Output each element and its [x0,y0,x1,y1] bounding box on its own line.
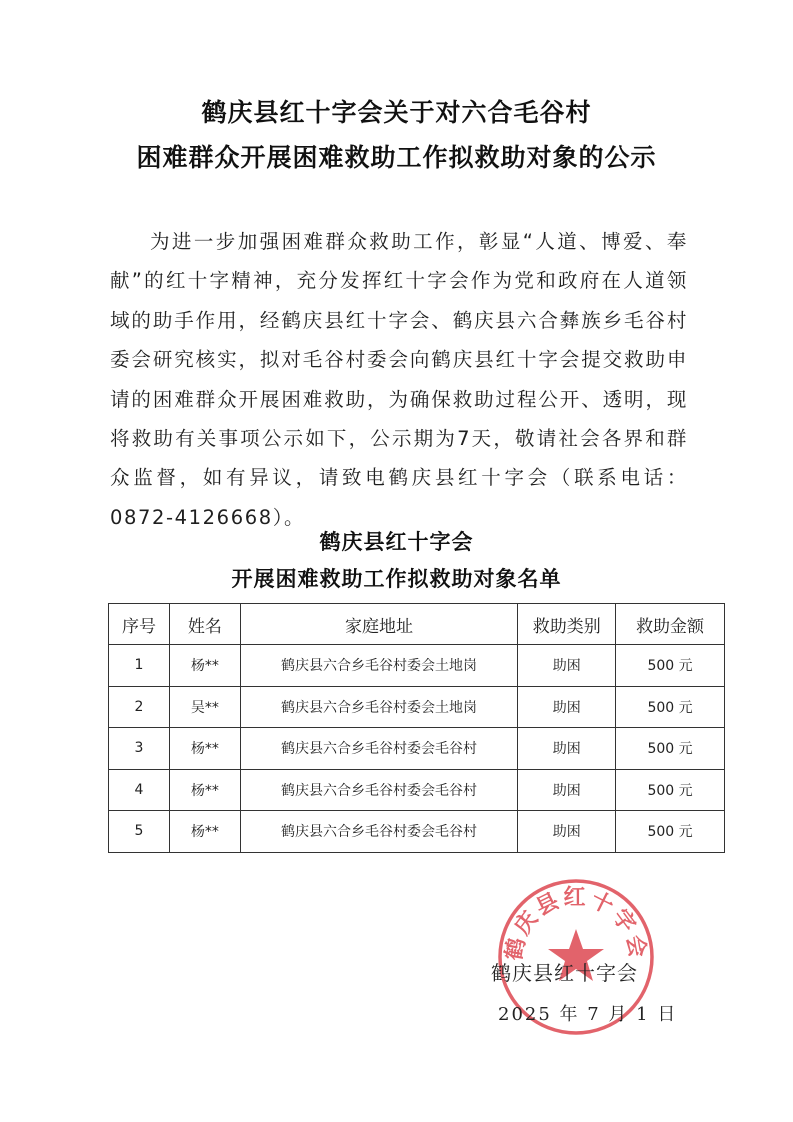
cell-index: 3 [109,728,170,770]
cell-amount: 500 元 [616,645,725,687]
notice-body: 为进一步加强困难群众救助工作，彰显“人道、博爱、奉献”的红十字精神，充分发挥红十字会作为党和政府在人道领域的助手作用，经鹤庆县红十字会、鹤庆县六合彝族乡毛谷村委会研究核实，拟对毛谷村委会向鹤庆县红十字会提交救助申请的困难群众开展困难救助，为确保救助过程公开、透明，现将救助有关事项公示如下，公示期为7天，敬请社会各界和群众监督，如有异议，请致电鹤庆县红十字会（联系电话：0872-4126668）。 [110,230,688,529]
cell-category: 助困 [518,811,616,853]
header-address: 家庭地址 [240,604,517,645]
cell-name: 杨** [169,645,240,687]
cell-address: 鹤庆县六合乡毛谷村委会土地岗 [240,686,517,728]
cell-amount: 500 元 [616,769,725,811]
cell-index: 5 [109,811,170,853]
seal-arc-text: 鹤庆县红十字会 [501,885,651,963]
header-name: 姓名 [169,604,240,645]
cell-index: 2 [109,686,170,728]
header-category: 救助类别 [518,604,616,645]
table-row [109,811,725,853]
header-amount: 救助金额 [616,604,725,645]
aid-recipient-table [108,603,725,853]
cell-amount: 500 元 [616,811,725,853]
cell-name: 杨** [169,728,240,770]
document-title-line2: 困难群众开展困难救助工作拟救助对象的公示 [136,143,657,172]
cell-category: 助困 [518,686,616,728]
cell-category: 助困 [518,769,616,811]
cell-amount: 500 元 [616,686,725,728]
list-title-line2: 开展困难救助工作拟救助对象名单 [231,567,562,591]
cell-address: 鹤庆县六合乡毛谷村委会土地岗 [240,645,517,687]
table-row [109,645,725,687]
table-row [109,728,725,770]
signature-date: 2025 年 7 月 1 日 [498,1004,678,1025]
cell-amount: 500 元 [616,728,725,770]
cell-name: 吴** [169,686,240,728]
header-index: 序号 [109,604,170,645]
table-header-row [109,604,725,645]
cell-address: 鹤庆县六合乡毛谷村委会毛谷村 [240,811,517,853]
signature-organization: 鹤庆县红十字会 [491,961,638,985]
cell-name: 杨** [169,811,240,853]
cell-name: 杨** [169,769,240,811]
cell-address: 鹤庆县六合乡毛谷村委会毛谷村 [240,728,517,770]
cell-category: 助困 [518,728,616,770]
list-title-line1: 鹤庆县红十字会 [319,530,474,554]
table-row [109,686,725,728]
cell-index: 4 [109,769,170,811]
cell-index: 1 [109,645,170,687]
table-row [109,769,725,811]
cell-category: 助困 [518,645,616,687]
document-title-line1: 鹤庆县红十字会关于对六合毛谷村 [201,98,592,127]
cell-address: 鹤庆县六合乡毛谷村委会毛谷村 [240,769,517,811]
